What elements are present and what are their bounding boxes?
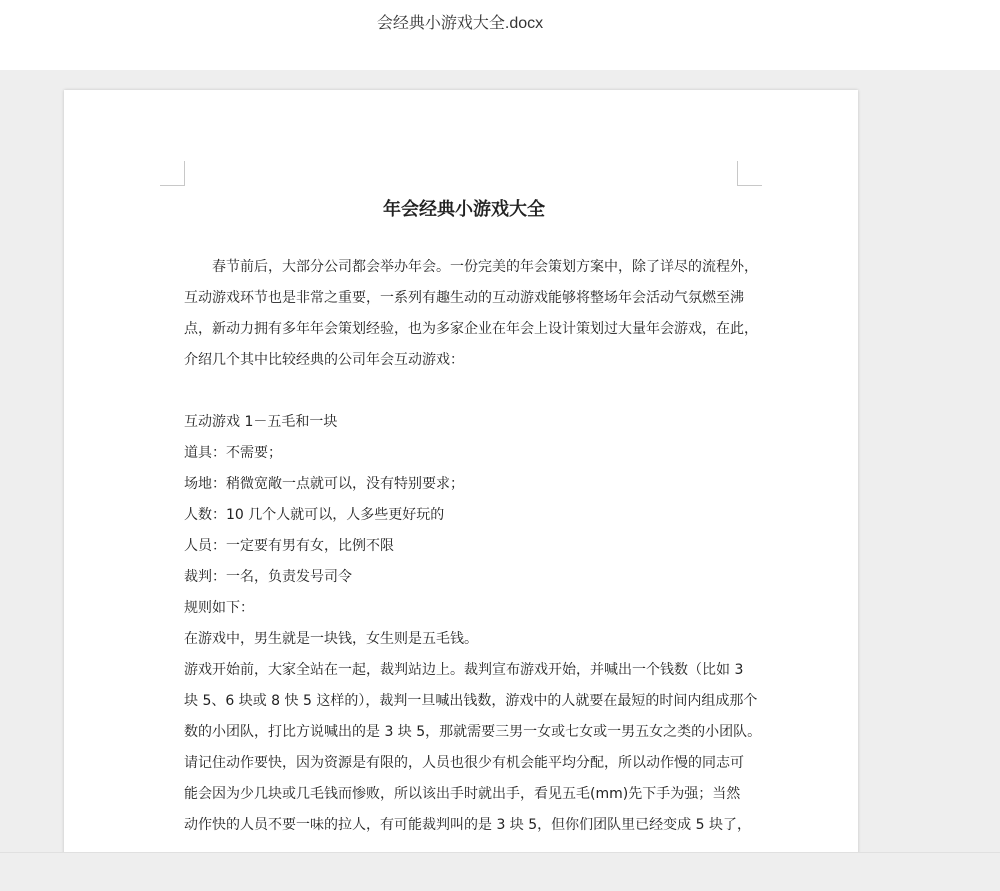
document-filename: 会经典小游戏大全.docx xyxy=(376,15,544,32)
game-props: 道具：不需要； xyxy=(184,445,282,461)
intro-line: 互动游戏环节也是非常之重要，一系列有趣生动的互动游戏能够将整场年会活动气氛燃至沸 xyxy=(184,290,744,306)
game-rules-label: 规则如下： xyxy=(184,600,254,616)
document-content xyxy=(184,188,762,841)
game-rule-line: 游戏开始前，大家全站在一起，裁判站边上。裁判宣布游戏开始，并喊出一个钱数（比如 3 xyxy=(184,662,744,678)
intro-line: 春节前后，大部分公司都会举办年会。一份完美的年会策划方案中，除了详尽的流程外， xyxy=(212,259,758,275)
game-rule-line: 在游戏中，男生就是一块钱，女生则是五毛钱。 xyxy=(184,631,478,647)
intro-line: 介绍几个其中比较经典的公司年会互动游戏： xyxy=(184,352,464,368)
game-referee: 裁判：一名，负责发号司令 xyxy=(184,569,352,585)
game-participants: 人员：一定要有男有女，比例不限 xyxy=(184,538,394,554)
document-heading: 年会经典小游戏大全 xyxy=(383,199,545,220)
game-venue: 场地：稍微宽敞一点就可以，没有特别要求； xyxy=(184,476,464,492)
paragraph-spacer xyxy=(184,376,744,407)
game-rule-line: 块 5、6 块或 8 快 5 这样的），裁判一旦喊出钱数，游戏中的人就要在最短的时间内组成那个 xyxy=(184,693,758,709)
game-title: 互动游戏 1－五毛和一块 xyxy=(184,414,338,430)
margin-corner-top-right xyxy=(737,161,762,186)
game-rule-line: 动作快的人员不要一味的拉人，有可能裁判叫的是 3 块 5，但你们团队里已经变成 5 块了， xyxy=(184,817,751,833)
game-rule-line: 数的小团队，打比方说喊出的是 3 块 5，那就需要三男一女或七女或一男五女之类的小团队。 xyxy=(184,724,762,740)
document-page xyxy=(64,90,858,890)
game-headcount: 人数：10 几个人就可以，人多些更好玩的 xyxy=(184,507,445,523)
bottom-bar xyxy=(0,852,1000,891)
game-rule-line: 请记住动作要快，因为资源是有限的，人员也很少有机会能平均分配，所以动作慢的同志可 xyxy=(184,755,744,771)
top-bar xyxy=(0,0,1000,70)
intro-line: 点，新动力拥有多年年会策划经验，也为多家企业在年会上设计策划过大量年会游戏，在此， xyxy=(184,321,758,337)
game-rule-line: 能会因为少几块或几毛钱而惨败，所以该出手时就出手，看见五毛(mm)先下手为强；当然 xyxy=(184,786,741,802)
margin-corner-top-left xyxy=(160,161,185,186)
